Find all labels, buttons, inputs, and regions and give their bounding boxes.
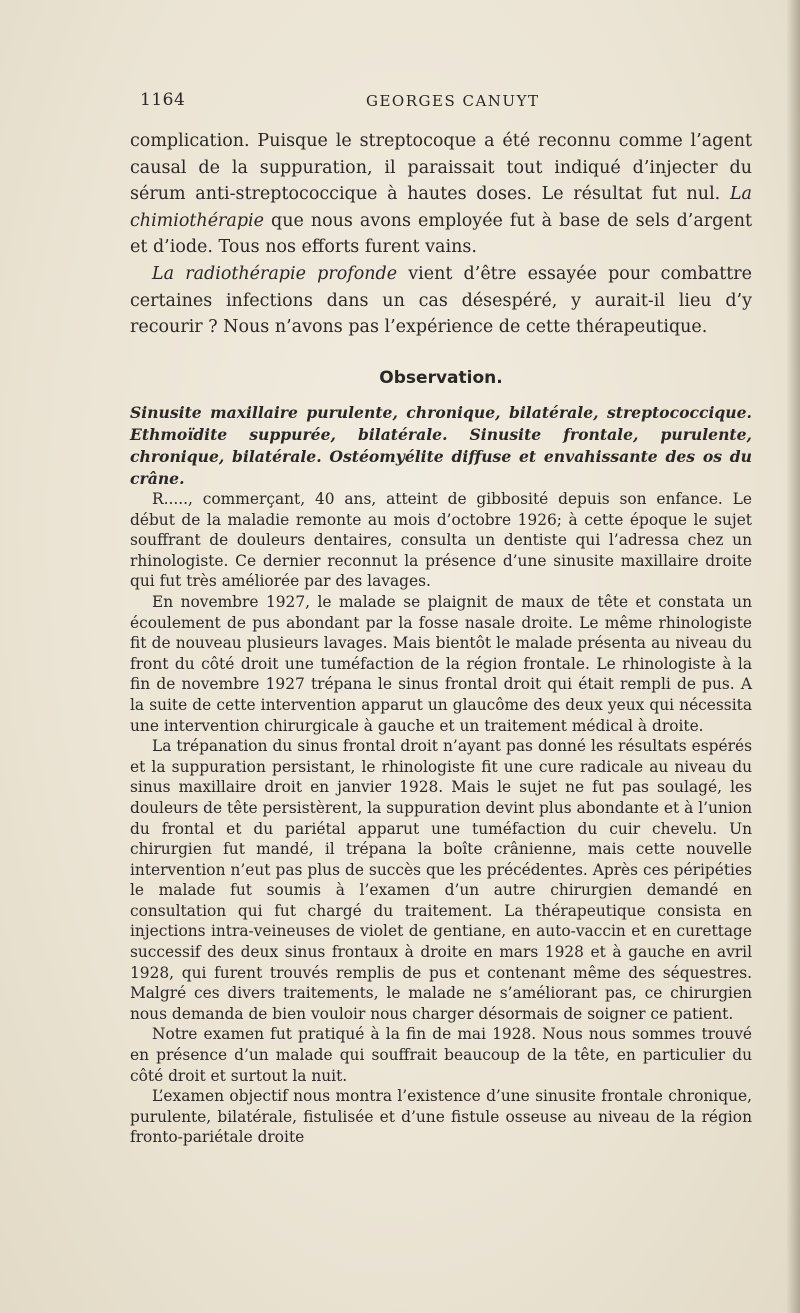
- body-paragraph: La trépanation du sinus frontal droit n’ayant pas donné les résultats espérés et la suppuration persistant, le rhinologiste fit une cure radicale au niveau du sinus maxillaire droit en janvier 1928. Mais le sujet ne fut pas soulagé, les douleurs de tête persistèrent, la suppuration devint plus abondante et à l’union du frontal et du pariétal apparut une tuméfaction du cuir chevelu. Un chirurgien fut mandé, il trépana la boîte crânienne, mais cette nouvelle intervention n’eut pas plus de succès que les précédentes. Après ces péripéties le malade fut soumis à l’examen d’un autre chirurgien demandé en consultation qui fut chargé du traitement. La thérapeutique consista en injections intra-veineuses de violet de gentiane, en auto-vaccin et en curettage successif des deux sinus frontaux à droite en mars 1928 et à gauche en avril 1928, qui furent trouvés remplis de pus et contenant même des séquestres. Malgré ces divers traitements, le malade ne s’améliorant pas, ce chirurgien nous demanda de bien vouloir nous charger désormais de soigner ce patient.: [130, 737, 752, 1023]
- body-paragraph: En novembre 1927, le malade se plaignit de maux de tête et constata un écoulement de pus abondant par la fosse nasale droite. Le même rhinologiste fit de nouveau plusieurs lavages. Mais bientôt le malade présenta au niveau du front du côté droit une tuméfaction de la région frontale. Le rhinologiste à la fin de novembre 1927 trépana le sinus frontal droit qui était rempli de pus. A la suite de cette intervention apparut un glaucôme des deux yeux qui nécessita une intervention chirurgicale à gauche et un traitement médical à droite.: [130, 592, 752, 735]
- page-number: 1164: [140, 90, 186, 110]
- intro-paragraph-2: [130, 261, 752, 341]
- radiotherapie-term: La radiothérapie profonde: [152, 263, 398, 284]
- running-head: GEORGES CANUYT: [366, 92, 540, 110]
- intro-paragraph-1-text-2: que nous avons employée fut à base de sels d’argent et d’iode. Tous nos efforts furent vains.: [130, 210, 752, 258]
- body-paragraph: L’examen objectif nous montra l’existence d’une sinusite frontale chronique, purulente, bilatérale, fistulisée et d’une fistule osseuse au niveau de la région fronto-pariétale droite: [130, 1087, 752, 1147]
- observation-heading: Observation.: [379, 368, 503, 388]
- page-edge-shadow: [786, 0, 800, 1313]
- intro-paragraph-1: [130, 128, 752, 261]
- diagnosis-block: [130, 402, 752, 490]
- body-paragraph: R....., commerçant, 40 ans, atteint de gibbosité depuis son enfance. Le début de la maladie remonte au mois d’octobre 1926; à cette époque le sujet souffrant de douleurs dentaires, consulta un dentiste qui l’adressa chez un rhinologiste. Ce dernier reconnut la présence d’une sinusite maxillaire droite qui fut très améliorée par des lavages.: [130, 490, 752, 591]
- case-body: [130, 489, 752, 1148]
- intro-section: [130, 128, 752, 341]
- intro-paragraph-1-text-1: complication. Puisque le streptocoque a été reconnu comme l’agent causal de la suppuration, il paraissait tout indiqué d’injecter du sérum anti-streptococcique à hautes doses. Le résultat fut nul.: [130, 131, 752, 205]
- diagnosis-text: Sinusite maxillaire purulente, chronique, bilatérale, streptococcique. Ethmoïdite suppurée, bilatérale. Sinusite frontale, purulente, chronique, bilatérale. Ostéomyélite diffuse et envahissante des os du crâne.: [130, 403, 752, 488]
- page-header: [140, 90, 760, 114]
- chimiotherapie-term: La chimiothérapie: [130, 184, 752, 231]
- body-paragraph: Notre examen fut pratiqué à la fin de mai 1928. Nous nous sommes trouvé en présence d’un malade qui souffrait beaucoup de la tête, en particulier du côté droit et surtout la nuit.: [130, 1025, 752, 1085]
- intro-paragraph-2-text: vient d’être essayée pour combattre certaines infections dans un cas désespéré, y aurait-il lieu d’y recourir ? Nous n’avons pas l’expérience de cette thérapeutique.: [130, 263, 752, 338]
